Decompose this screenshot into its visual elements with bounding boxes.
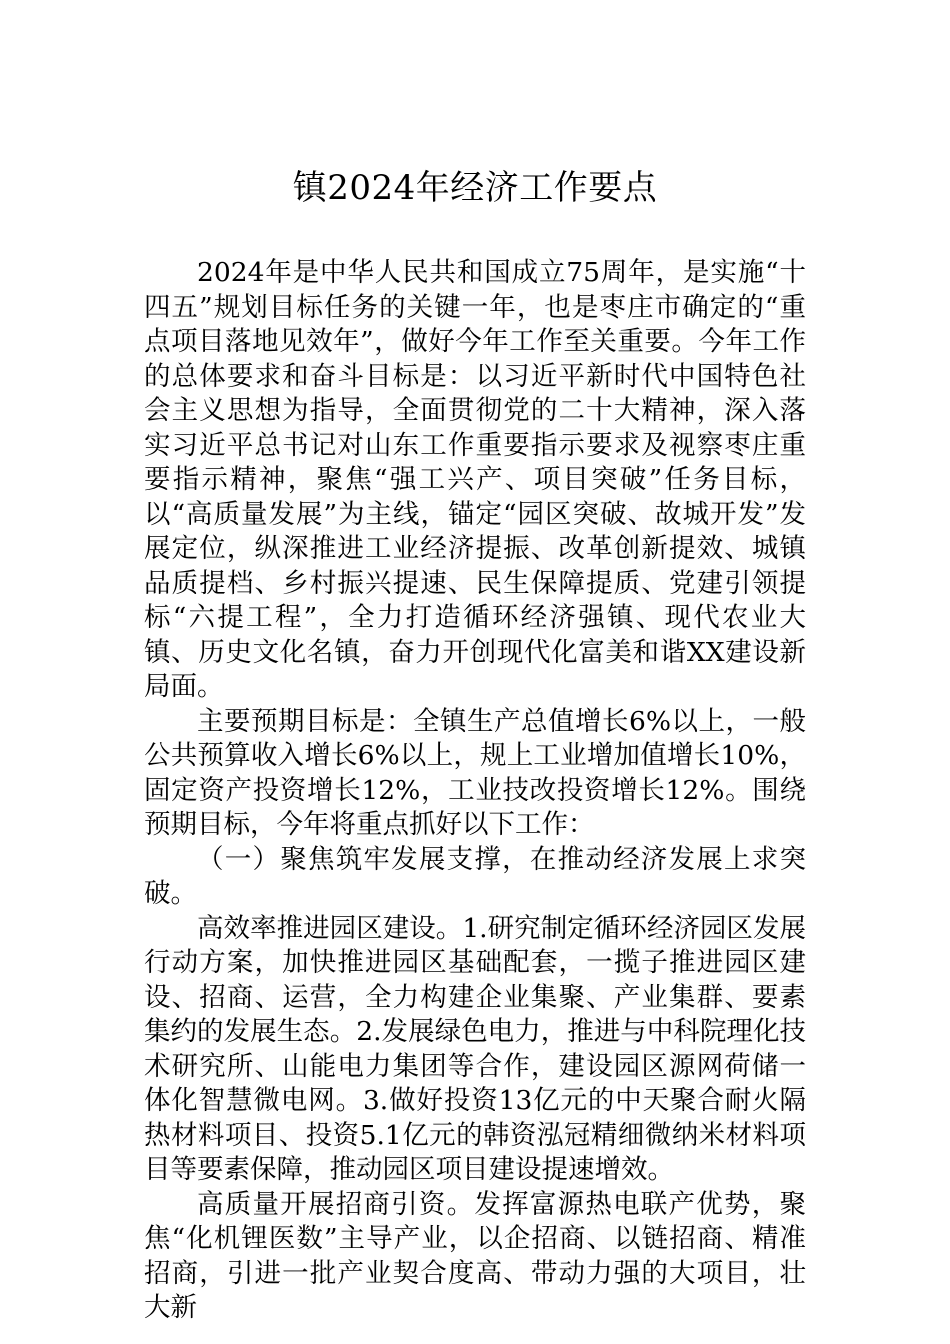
paragraph-overview: 2024年是中华人民共和国成立75周年，是实施“十四五”规划目标任务的关键一年，也是枣庄市确定的“重点项目落地见效年”，做好今年工作至关重要。今年工作的总体要求和奋斗目标是：以习近平新时代中国特色社会主义思想为指导，全面贯彻党的二十大精神，深入落实习近平总书记对山东工作重要指示要求及视察枣庄重要指示精神，聚焦“强工兴产、项目突破”任务目标，以“高质量发展”为主线，锚定“园区突破、故城开发”发展定位，纵深推进工业经济提振、改革创新提效、城镇品质提档、乡村振兴提速、民生保障提质、党建引领提标“六提工程”，全力打造循环经济强镇、现代农业大镇、历史文化名镇，奋力开创现代化富美和谐XX建设新局面。: [144, 257, 806, 702]
document-title: 镇2024年经济工作要点: [292, 168, 658, 208]
section-heading-1: （一）聚焦筑牢发展支撑，在推动经济发展上求突破。: [144, 843, 806, 909]
paragraph-park-construction: 高效率推进园区建设。1.研究制定循环经济园区发展行动方案，加快推进园区基础配套，一揽子推进园区建设、招商、运营，全力构建企业集聚、产业集群、要素集约的发展生态。2.发展绿色电力，推进与中科院理化技术研究所、山能电力集团等合作，建设园区源网荷储一体化智慧微电网。3.做好投资13亿元的中天聚合耐火隔热材料项目、投资5.1亿元的韩资泓冠精细微纳米材料项目等要素保障，推动园区项目建设提速增效。: [144, 912, 806, 1185]
paragraph-investment-attraction: 高质量开展招商引资。发挥富源热电联产优势，聚焦“化机锂医数”主导产业，以企招商、以链招商、精准招商，引进一批产业契合度高、带动力强的大项目，壮大新: [144, 1188, 806, 1323]
paragraph-targets: 主要预期目标是：全镇生产总值增长6%以上，一般公共预算收入增长6%以上，规上工业增加值增长10%，固定资产投资增长12%，工业技改投资增长12%。围绕预期目标，今年将重点抓好以下工作：: [144, 705, 806, 840]
document-body: [144, 256, 806, 1326]
